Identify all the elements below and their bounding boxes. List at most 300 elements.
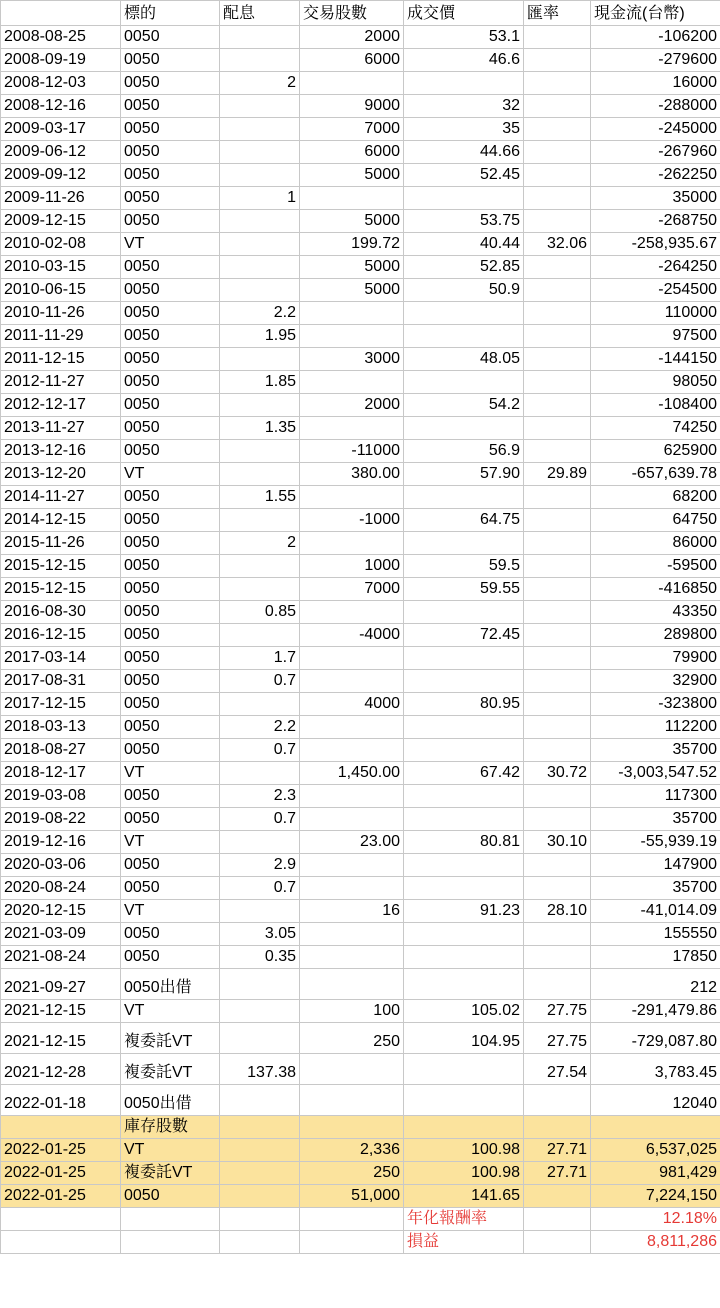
cell-date[interactable]: 2019-08-22 — [1, 808, 121, 831]
cell-shares[interactable]: 9000 — [300, 95, 404, 118]
cell-price[interactable] — [404, 647, 524, 670]
cell-price[interactable]: 46.6 — [404, 49, 524, 72]
header-cell-date[interactable] — [1, 1, 121, 26]
cell-fx-rate[interactable]: 27.54 — [524, 1054, 591, 1085]
cell-fx-rate[interactable] — [524, 670, 591, 693]
cell-cashflow[interactable]: -416850 — [591, 578, 720, 601]
cell-shares[interactable]: 5000 — [300, 279, 404, 302]
cell-date[interactable]: 2009-03-17 — [1, 118, 121, 141]
cell-fx-rate[interactable] — [524, 440, 591, 463]
cell-symbol[interactable]: VT — [121, 233, 220, 256]
cell-cashflow[interactable]: 43350 — [591, 601, 720, 624]
cell-price[interactable]: 59.55 — [404, 578, 524, 601]
table-cell[interactable] — [524, 1116, 591, 1139]
cell-fx-rate[interactable]: 28.10 — [524, 900, 591, 923]
cell-dividend[interactable]: 0.7 — [220, 670, 300, 693]
cell-cashflow[interactable]: 35700 — [591, 739, 720, 762]
cell-dividend[interactable]: 0.85 — [220, 601, 300, 624]
annual-return-label[interactable]: 年化報酬率 — [404, 1208, 524, 1231]
cell-price[interactable] — [404, 325, 524, 348]
cell-dividend[interactable]: 2 — [220, 72, 300, 95]
cell-cashflow[interactable]: -3,003,547.52 — [591, 762, 720, 785]
cell-price[interactable]: 52.85 — [404, 256, 524, 279]
cell-date[interactable]: 2020-12-15 — [1, 900, 121, 923]
cell-symbol[interactable]: VT — [121, 1000, 220, 1023]
cell-dividend[interactable] — [220, 95, 300, 118]
cell-date[interactable]: 2015-12-15 — [1, 578, 121, 601]
cell-cashflow[interactable]: -267960 — [591, 141, 720, 164]
cell-fx-rate[interactable] — [524, 256, 591, 279]
cell-price[interactable]: 100.98 — [404, 1139, 524, 1162]
cell-shares[interactable] — [300, 325, 404, 348]
cell-dividend[interactable]: 1.95 — [220, 325, 300, 348]
cell-shares[interactable] — [300, 647, 404, 670]
cell-fx-rate[interactable] — [524, 348, 591, 371]
cell-shares[interactable]: 5000 — [300, 210, 404, 233]
cell-price[interactable] — [404, 1054, 524, 1085]
cell-symbol[interactable]: 0050 — [121, 877, 220, 900]
cell-shares[interactable]: 250 — [300, 1162, 404, 1185]
cell-dividend[interactable] — [220, 1085, 300, 1116]
cell-fx-rate[interactable] — [524, 509, 591, 532]
cell-price[interactable] — [404, 785, 524, 808]
cell-shares[interactable]: 2,336 — [300, 1139, 404, 1162]
cell-fx-rate[interactable]: 27.75 — [524, 1023, 591, 1054]
cell-cashflow[interactable]: 112200 — [591, 716, 720, 739]
cell-cashflow[interactable]: 68200 — [591, 486, 720, 509]
table-cell[interactable] — [1, 1116, 121, 1139]
cell-fx-rate[interactable] — [524, 279, 591, 302]
cell-fx-rate[interactable] — [524, 95, 591, 118]
cell-price[interactable] — [404, 302, 524, 325]
cell-shares[interactable]: 51,000 — [300, 1185, 404, 1208]
cell-shares[interactable] — [300, 532, 404, 555]
cell-symbol[interactable]: 0050 — [121, 325, 220, 348]
cell-symbol[interactable]: 0050 — [121, 486, 220, 509]
cell-date[interactable]: 2009-12-15 — [1, 210, 121, 233]
cell-shares[interactable]: 5000 — [300, 256, 404, 279]
cell-cashflow[interactable]: 12040 — [591, 1085, 720, 1116]
cell-dividend[interactable]: 2.2 — [220, 716, 300, 739]
cell-fx-rate[interactable] — [524, 164, 591, 187]
cell-symbol[interactable]: 0050 — [121, 785, 220, 808]
cell-price[interactable]: 80.95 — [404, 693, 524, 716]
table-cell[interactable] — [220, 1116, 300, 1139]
cell-date[interactable]: 2009-11-26 — [1, 187, 121, 210]
cell-symbol[interactable]: 0050 — [121, 578, 220, 601]
cell-shares[interactable]: -4000 — [300, 624, 404, 647]
cell-fx-rate[interactable]: 27.71 — [524, 1139, 591, 1162]
cell-dividend[interactable]: 137.38 — [220, 1054, 300, 1085]
cell-dividend[interactable] — [220, 463, 300, 486]
cell-date[interactable]: 2018-03-13 — [1, 716, 121, 739]
table-cell[interactable] — [300, 1116, 404, 1139]
cell-symbol[interactable]: 0050 — [121, 1185, 220, 1208]
cell-price[interactable]: 32 — [404, 95, 524, 118]
cell-date[interactable]: 2017-08-31 — [1, 670, 121, 693]
cell-symbol[interactable]: 0050 — [121, 72, 220, 95]
cell-shares[interactable]: 199.72 — [300, 233, 404, 256]
cell-shares[interactable]: 6000 — [300, 141, 404, 164]
cell-shares[interactable] — [300, 808, 404, 831]
cell-shares[interactable] — [300, 739, 404, 762]
cell-shares[interactable]: 1000 — [300, 555, 404, 578]
cell-shares[interactable]: 100 — [300, 1000, 404, 1023]
cell-symbol[interactable]: 0050 — [121, 601, 220, 624]
header-cell-symbol[interactable]: 標的 — [121, 1, 220, 26]
cell-cashflow[interactable]: 17850 — [591, 946, 720, 969]
cell-symbol[interactable]: 0050 — [121, 417, 220, 440]
cell-date[interactable]: 2009-06-12 — [1, 141, 121, 164]
cell-fx-rate[interactable] — [524, 302, 591, 325]
cell-fx-rate[interactable] — [524, 739, 591, 762]
cell-dividend[interactable] — [220, 1000, 300, 1023]
cell-dividend[interactable] — [220, 164, 300, 187]
cell-symbol[interactable]: 0050 — [121, 210, 220, 233]
cell-fx-rate[interactable] — [524, 555, 591, 578]
cell-price[interactable]: 67.42 — [404, 762, 524, 785]
cell-cashflow[interactable]: 32900 — [591, 670, 720, 693]
cell-symbol[interactable]: 0050 — [121, 555, 220, 578]
cell-symbol[interactable]: 0050 — [121, 279, 220, 302]
cell-shares[interactable]: 5000 — [300, 164, 404, 187]
cell-shares[interactable] — [300, 1054, 404, 1085]
cell-dividend[interactable] — [220, 900, 300, 923]
cell-price[interactable]: 40.44 — [404, 233, 524, 256]
cell-fx-rate[interactable]: 29.89 — [524, 463, 591, 486]
cell-symbol[interactable]: VT — [121, 900, 220, 923]
cell-dividend[interactable] — [220, 969, 300, 1000]
cell-dividend[interactable] — [220, 26, 300, 49]
cell-fx-rate[interactable] — [524, 486, 591, 509]
cell-fx-rate[interactable] — [524, 417, 591, 440]
cell-fx-rate[interactable] — [524, 1085, 591, 1116]
cell-date[interactable]: 2021-08-24 — [1, 946, 121, 969]
cell-date[interactable]: 2021-12-15 — [1, 1000, 121, 1023]
cell-cashflow[interactable]: -258,935.67 — [591, 233, 720, 256]
cell-shares[interactable]: 2000 — [300, 26, 404, 49]
cell-shares[interactable] — [300, 670, 404, 693]
cell-symbol[interactable]: 0050 — [121, 118, 220, 141]
cell-dividend[interactable] — [220, 762, 300, 785]
cell-date[interactable]: 2016-08-30 — [1, 601, 121, 624]
cell-price[interactable] — [404, 923, 524, 946]
cell-date[interactable]: 2009-09-12 — [1, 164, 121, 187]
cell-fx-rate[interactable] — [524, 325, 591, 348]
cell-cashflow[interactable]: 16000 — [591, 72, 720, 95]
cell-price[interactable]: 48.05 — [404, 348, 524, 371]
cell-symbol[interactable]: 0050 — [121, 302, 220, 325]
cell-date[interactable]: 2017-03-14 — [1, 647, 121, 670]
cell-price[interactable]: 53.75 — [404, 210, 524, 233]
cell-price[interactable]: 104.95 — [404, 1023, 524, 1054]
cell-price[interactable] — [404, 532, 524, 555]
cell-fx-rate[interactable] — [524, 141, 591, 164]
cell-symbol[interactable]: 複委託VT — [121, 1054, 220, 1085]
cell-symbol[interactable]: 0050 — [121, 256, 220, 279]
cell-date[interactable]: 2012-12-17 — [1, 394, 121, 417]
cell-symbol[interactable]: 0050 — [121, 95, 220, 118]
cell-shares[interactable] — [300, 417, 404, 440]
pnl-label[interactable]: 損益 — [404, 1231, 524, 1254]
cell-date[interactable]: 2016-12-15 — [1, 624, 121, 647]
cell-date[interactable]: 2022-01-18 — [1, 1085, 121, 1116]
cell-price[interactable] — [404, 716, 524, 739]
cell-fx-rate[interactable] — [524, 532, 591, 555]
cell-fx-rate[interactable] — [524, 1185, 591, 1208]
cell-symbol[interactable]: 複委託VT — [121, 1162, 220, 1185]
cell-shares[interactable]: 380.00 — [300, 463, 404, 486]
cell-price[interactable]: 80.81 — [404, 831, 524, 854]
cell-symbol[interactable]: 0050 — [121, 647, 220, 670]
cell-dividend[interactable] — [220, 1139, 300, 1162]
cell-dividend[interactable]: 2.2 — [220, 302, 300, 325]
cell-symbol[interactable]: 0050 — [121, 394, 220, 417]
cell-price[interactable] — [404, 739, 524, 762]
cell-fx-rate[interactable] — [524, 877, 591, 900]
cell-date[interactable]: 2012-11-27 — [1, 371, 121, 394]
cell-shares[interactable] — [300, 1085, 404, 1116]
cell-dividend[interactable] — [220, 1162, 300, 1185]
cell-dividend[interactable]: 0.7 — [220, 739, 300, 762]
table-cell[interactable] — [220, 1231, 300, 1254]
cell-cashflow[interactable]: -144150 — [591, 348, 720, 371]
cell-cashflow[interactable]: 117300 — [591, 785, 720, 808]
cell-symbol[interactable]: 0050 — [121, 371, 220, 394]
cell-dividend[interactable]: 1.55 — [220, 486, 300, 509]
cell-date[interactable]: 2022-01-25 — [1, 1139, 121, 1162]
cell-shares[interactable] — [300, 877, 404, 900]
cell-shares[interactable] — [300, 785, 404, 808]
cell-symbol[interactable]: 0050 — [121, 923, 220, 946]
cell-date[interactable]: 2013-12-16 — [1, 440, 121, 463]
cell-shares[interactable] — [300, 946, 404, 969]
cell-shares[interactable] — [300, 187, 404, 210]
cell-price[interactable]: 72.45 — [404, 624, 524, 647]
cell-date[interactable]: 2015-11-26 — [1, 532, 121, 555]
cell-shares[interactable] — [300, 302, 404, 325]
cell-cashflow[interactable]: 110000 — [591, 302, 720, 325]
cell-symbol[interactable]: 0050 — [121, 187, 220, 210]
cell-symbol[interactable]: 複委託VT — [121, 1023, 220, 1054]
cell-shares[interactable]: 4000 — [300, 693, 404, 716]
table-cell[interactable] — [220, 1208, 300, 1231]
cell-cashflow[interactable]: -323800 — [591, 693, 720, 716]
cell-price[interactable]: 52.45 — [404, 164, 524, 187]
cell-dividend[interactable]: 1.85 — [220, 371, 300, 394]
cell-date[interactable]: 2014-12-15 — [1, 509, 121, 532]
cell-dividend[interactable]: 0.35 — [220, 946, 300, 969]
cell-shares[interactable]: 1,450.00 — [300, 762, 404, 785]
cell-price[interactable]: 50.9 — [404, 279, 524, 302]
cell-fx-rate[interactable] — [524, 72, 591, 95]
cell-date[interactable]: 2020-03-06 — [1, 854, 121, 877]
table-cell[interactable] — [1, 1231, 121, 1254]
cell-price[interactable] — [404, 1085, 524, 1116]
cell-price[interactable]: 91.23 — [404, 900, 524, 923]
cell-cashflow[interactable]: 86000 — [591, 532, 720, 555]
cell-date[interactable]: 2008-12-03 — [1, 72, 121, 95]
cell-date[interactable]: 2013-11-27 — [1, 417, 121, 440]
cell-shares[interactable] — [300, 601, 404, 624]
cell-date[interactable]: 2010-06-15 — [1, 279, 121, 302]
cell-date[interactable]: 2011-11-29 — [1, 325, 121, 348]
table-cell[interactable] — [121, 1208, 220, 1231]
cell-fx-rate[interactable] — [524, 210, 591, 233]
cell-price[interactable] — [404, 877, 524, 900]
cell-shares[interactable] — [300, 923, 404, 946]
cell-dividend[interactable]: 1 — [220, 187, 300, 210]
cell-date[interactable]: 2021-03-09 — [1, 923, 121, 946]
header-cell-price[interactable]: 成交價 — [404, 1, 524, 26]
cell-cashflow[interactable]: 64750 — [591, 509, 720, 532]
cell-dividend[interactable] — [220, 118, 300, 141]
cell-symbol[interactable]: 0050 — [121, 440, 220, 463]
cell-price[interactable]: 59.5 — [404, 555, 524, 578]
cell-symbol[interactable]: VT — [121, 762, 220, 785]
annual-return-value[interactable]: 12.18% — [591, 1208, 720, 1231]
cell-date[interactable]: 2015-12-15 — [1, 555, 121, 578]
cell-dividend[interactable]: 3.05 — [220, 923, 300, 946]
cell-dividend[interactable] — [220, 578, 300, 601]
cell-cashflow[interactable]: 35700 — [591, 808, 720, 831]
cell-date[interactable]: 2022-01-25 — [1, 1185, 121, 1208]
cell-fx-rate[interactable]: 32.06 — [524, 233, 591, 256]
cell-date[interactable]: 2019-12-16 — [1, 831, 121, 854]
cell-cashflow[interactable]: 97500 — [591, 325, 720, 348]
cell-shares[interactable]: 250 — [300, 1023, 404, 1054]
cell-shares[interactable]: 7000 — [300, 578, 404, 601]
cell-shares[interactable]: 6000 — [300, 49, 404, 72]
cell-cashflow[interactable]: -288000 — [591, 95, 720, 118]
cell-dividend[interactable] — [220, 279, 300, 302]
cell-price[interactable]: 141.65 — [404, 1185, 524, 1208]
cell-cashflow[interactable]: -245000 — [591, 118, 720, 141]
cell-cashflow[interactable]: -108400 — [591, 394, 720, 417]
cell-symbol[interactable]: 0050出借 — [121, 969, 220, 1000]
cell-price[interactable] — [404, 601, 524, 624]
cell-price[interactable]: 105.02 — [404, 1000, 524, 1023]
cell-shares[interactable]: 2000 — [300, 394, 404, 417]
header-cell-cashflow[interactable]: 現金流(台幣) — [591, 1, 720, 26]
cell-fx-rate[interactable]: 27.75 — [524, 1000, 591, 1023]
cell-dividend[interactable]: 1.35 — [220, 417, 300, 440]
cell-price[interactable]: 57.90 — [404, 463, 524, 486]
table-cell[interactable] — [524, 1231, 591, 1254]
cell-fx-rate[interactable] — [524, 854, 591, 877]
cell-cashflow[interactable]: 79900 — [591, 647, 720, 670]
cell-dividend[interactable]: 0.7 — [220, 877, 300, 900]
cell-dividend[interactable] — [220, 394, 300, 417]
cell-dividend[interactable] — [220, 348, 300, 371]
cell-fx-rate[interactable] — [524, 969, 591, 1000]
cell-dividend[interactable] — [220, 693, 300, 716]
cell-dividend[interactable] — [220, 210, 300, 233]
cell-date[interactable]: 2018-12-17 — [1, 762, 121, 785]
cell-fx-rate[interactable]: 30.10 — [524, 831, 591, 854]
cell-cashflow[interactable]: 3,783.45 — [591, 1054, 720, 1085]
table-cell[interactable] — [121, 1231, 220, 1254]
cell-date[interactable]: 2018-08-27 — [1, 739, 121, 762]
cell-cashflow[interactable]: 98050 — [591, 371, 720, 394]
cell-fx-rate[interactable] — [524, 808, 591, 831]
cell-cashflow[interactable]: -264250 — [591, 256, 720, 279]
table-cell[interactable] — [1, 1208, 121, 1231]
cell-fx-rate[interactable] — [524, 187, 591, 210]
cell-dividend[interactable]: 2 — [220, 532, 300, 555]
cell-cashflow[interactable]: -657,639.78 — [591, 463, 720, 486]
cell-date[interactable]: 2011-12-15 — [1, 348, 121, 371]
cell-shares[interactable] — [300, 969, 404, 1000]
cell-dividend[interactable] — [220, 509, 300, 532]
cell-fx-rate[interactable] — [524, 693, 591, 716]
cell-symbol[interactable]: VT — [121, 1139, 220, 1162]
cell-fx-rate[interactable] — [524, 49, 591, 72]
cell-date[interactable]: 2008-09-19 — [1, 49, 121, 72]
cell-date[interactable]: 2010-02-08 — [1, 233, 121, 256]
cell-date[interactable]: 2017-12-15 — [1, 693, 121, 716]
cell-date[interactable]: 2014-11-27 — [1, 486, 121, 509]
cell-date[interactable]: 2022-01-25 — [1, 1162, 121, 1185]
cell-price[interactable]: 35 — [404, 118, 524, 141]
cell-date[interactable]: 2020-08-24 — [1, 877, 121, 900]
cell-shares[interactable]: -1000 — [300, 509, 404, 532]
cell-price[interactable] — [404, 670, 524, 693]
cell-shares[interactable]: -11000 — [300, 440, 404, 463]
cell-cashflow[interactable]: 35000 — [591, 187, 720, 210]
cell-price[interactable]: 44.66 — [404, 141, 524, 164]
cell-price[interactable]: 53.1 — [404, 26, 524, 49]
cell-price[interactable] — [404, 417, 524, 440]
cell-price[interactable]: 54.2 — [404, 394, 524, 417]
cell-fx-rate[interactable] — [524, 26, 591, 49]
cell-cashflow[interactable]: -106200 — [591, 26, 720, 49]
cell-cashflow[interactable]: -279600 — [591, 49, 720, 72]
cell-cashflow[interactable]: -729,087.80 — [591, 1023, 720, 1054]
header-cell-shares[interactable]: 交易股數 — [300, 1, 404, 26]
cell-cashflow[interactable]: -262250 — [591, 164, 720, 187]
cell-price[interactable]: 64.75 — [404, 509, 524, 532]
cell-date[interactable]: 2013-12-20 — [1, 463, 121, 486]
cell-date[interactable]: 2021-12-15 — [1, 1023, 121, 1054]
cell-date[interactable]: 2010-03-15 — [1, 256, 121, 279]
cell-cashflow[interactable]: -268750 — [591, 210, 720, 233]
cell-date[interactable]: 2021-09-27 — [1, 969, 121, 1000]
cell-symbol[interactable]: 0050 — [121, 808, 220, 831]
cell-symbol[interactable]: 0050 — [121, 532, 220, 555]
header-cell-dividend[interactable]: 配息 — [220, 1, 300, 26]
cell-fx-rate[interactable] — [524, 394, 591, 417]
cell-dividend[interactable] — [220, 555, 300, 578]
cell-dividend[interactable]: 2.9 — [220, 854, 300, 877]
cell-price[interactable] — [404, 486, 524, 509]
cell-shares[interactable] — [300, 854, 404, 877]
cell-dividend[interactable] — [220, 49, 300, 72]
cell-dividend[interactable]: 0.7 — [220, 808, 300, 831]
cell-symbol[interactable]: 0050 — [121, 141, 220, 164]
cell-cashflow[interactable]: 212 — [591, 969, 720, 1000]
table-cell[interactable] — [524, 1208, 591, 1231]
cell-cashflow[interactable]: 289800 — [591, 624, 720, 647]
pnl-value[interactable]: 8,811,286 — [591, 1231, 720, 1254]
cell-price[interactable]: 100.98 — [404, 1162, 524, 1185]
cell-fx-rate[interactable] — [524, 118, 591, 141]
cell-cashflow[interactable]: -55,939.19 — [591, 831, 720, 854]
cell-cashflow[interactable]: -254500 — [591, 279, 720, 302]
cell-symbol[interactable]: VT — [121, 831, 220, 854]
cell-dividend[interactable] — [220, 1023, 300, 1054]
cell-price[interactable] — [404, 969, 524, 1000]
